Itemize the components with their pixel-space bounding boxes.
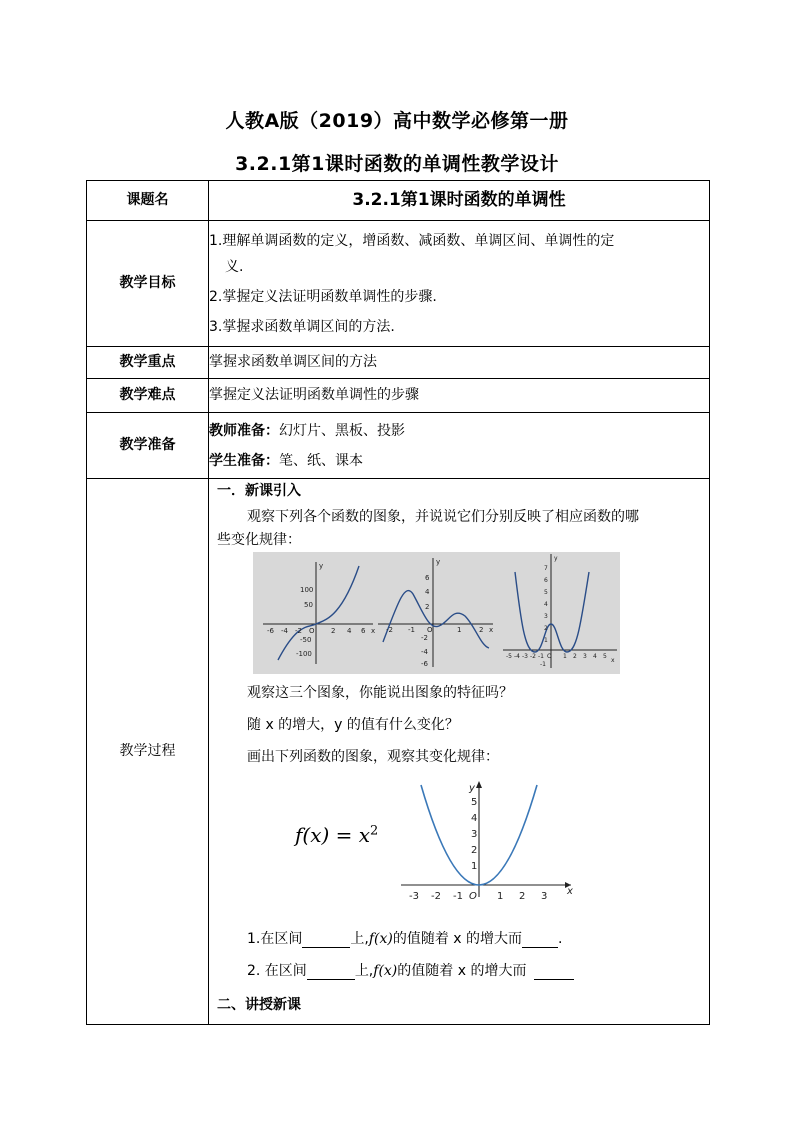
fill2-fx: f(x) bbox=[373, 963, 398, 979]
fill1-interval-blank[interactable] bbox=[302, 933, 350, 948]
parabola-graph bbox=[395, 779, 575, 901]
graph3-xtick: 2 bbox=[573, 653, 577, 660]
parabola-ytick: 1 bbox=[471, 861, 478, 872]
graph3-ytick: 4 bbox=[544, 601, 548, 608]
graph1-xtick: 2 bbox=[331, 627, 336, 635]
graph1-xtick: -6 bbox=[267, 627, 274, 635]
fill2-post: 的值随着 x 的增大而 bbox=[397, 963, 527, 979]
graph2-xtick: 1 bbox=[457, 626, 462, 634]
fill2-trend-blank[interactable] bbox=[534, 965, 574, 980]
graph3-ytick: -1 bbox=[540, 661, 546, 668]
section-intro-heading: 一．新课引入 bbox=[217, 483, 301, 499]
parabola-ytick: 3 bbox=[471, 829, 478, 840]
graph3-ytick: 6 bbox=[544, 577, 548, 584]
student-prep-value: 笔、纸、课本 bbox=[279, 452, 363, 469]
formula-text: f(x) = x bbox=[295, 823, 371, 847]
topic-label: 课题名 bbox=[87, 181, 209, 221]
fill-blank-1 bbox=[247, 931, 562, 948]
graph2-xtick: 2 bbox=[479, 626, 484, 634]
question-2: 随 x 的增大，y 的值有什么变化？ bbox=[247, 717, 459, 733]
graph2-ytick: -4 bbox=[421, 648, 428, 656]
graph3-xtick: -2 bbox=[530, 653, 536, 660]
graph3-x-axis-label: x bbox=[611, 657, 615, 664]
parabola-xtick: -3 bbox=[409, 891, 419, 901]
graph3-y-axis-label: y bbox=[554, 555, 558, 562]
topic-value: 3.2.1第1课时函数的单调性 bbox=[209, 181, 710, 221]
intro-para-line1: 观察下列各个函数的图象，并说说它们分别反映了相应函数的哪 bbox=[247, 509, 639, 525]
objectives-label: 教学目标 bbox=[87, 221, 209, 347]
fill1-prefix: 1.在区间 bbox=[247, 931, 303, 947]
graph1-xtick: -2 bbox=[295, 627, 302, 635]
preparation-cell bbox=[209, 413, 710, 479]
graph2-ytick: 4 bbox=[425, 588, 430, 596]
section-new-lesson-heading: 二、讲授新课 bbox=[217, 997, 301, 1013]
fill1-mid: 上, bbox=[350, 931, 369, 947]
parabola-x-axis-label: x bbox=[567, 886, 573, 897]
fill1-end: . bbox=[558, 931, 563, 947]
graph1-y-axis-label: y bbox=[319, 562, 324, 570]
process-label: 教学过程 bbox=[87, 479, 209, 1025]
graph1-ytick: -100 bbox=[296, 650, 312, 658]
graph1-ytick: -50 bbox=[300, 636, 312, 644]
formula-exponent: 2 bbox=[370, 823, 379, 839]
graph3-xtick: O bbox=[547, 653, 552, 660]
graph3-ytick: 1 bbox=[544, 637, 548, 644]
parabola-xtick: -2 bbox=[431, 891, 441, 901]
fill2-prefix: 2. 在区间 bbox=[247, 963, 307, 979]
graph2-ytick: 6 bbox=[425, 574, 430, 582]
fill-blank-2 bbox=[247, 963, 574, 980]
fill1-post: 的值随着 x 的增大而 bbox=[392, 931, 523, 947]
graph3-xtick: 4 bbox=[593, 653, 597, 660]
graph2-x-axis-label: x bbox=[489, 626, 494, 634]
graph3-ytick: 5 bbox=[544, 589, 548, 596]
fill1-fx: f(x) bbox=[368, 931, 393, 947]
parabola-xtick: 1 bbox=[497, 891, 504, 901]
fill2-mid: 上, bbox=[354, 963, 374, 979]
graph3-ytick: 7 bbox=[544, 565, 548, 572]
graph3-xtick: -5 bbox=[506, 653, 512, 660]
graph2-ytick: -2 bbox=[421, 634, 428, 642]
parabola-xtick: 3 bbox=[541, 891, 548, 901]
key-point-label: 教学重点 bbox=[87, 347, 209, 379]
objective-1-cont: 义. bbox=[225, 258, 244, 275]
graph1-xtick: -4 bbox=[281, 627, 288, 635]
graph2-xtick: O bbox=[427, 626, 433, 634]
graph3-xtick: 5 bbox=[603, 653, 607, 660]
graph3-ytick: 3 bbox=[544, 613, 548, 620]
question-3: 画出下列函数的图象，观察其变化规律： bbox=[247, 749, 499, 765]
difficulty-value: 掌握定义法证明函数单调性的步骤 bbox=[209, 379, 710, 413]
graph3-xtick: -3 bbox=[522, 653, 528, 660]
fill1-trend-blank[interactable] bbox=[522, 933, 558, 948]
function-graphs-figure bbox=[253, 552, 620, 674]
teacher-prep-label: 教师准备： bbox=[209, 422, 279, 439]
objective-3: 3.掌握求函数单调区间的方法. bbox=[209, 318, 395, 335]
objective-1: 1.理解单调函数的定义，增函数、减函数、单调区间、单调性的定 bbox=[209, 232, 615, 249]
graph1-xtick: 4 bbox=[347, 627, 352, 635]
key-point-value: 掌握求函数单调区间的方法 bbox=[209, 347, 710, 379]
preparation-label: 教学准备 bbox=[87, 413, 209, 479]
intro-para-line2: 些变化规律： bbox=[217, 532, 301, 548]
lesson-plan-table bbox=[86, 180, 710, 1025]
graph2-ytick: 2 bbox=[425, 603, 430, 611]
question-1: 观察这三个图象，你能说出图象的特征吗？ bbox=[247, 685, 513, 701]
parabola-xtick: -1 bbox=[453, 891, 463, 901]
graph2-xtick: -2 bbox=[386, 626, 393, 634]
graph1-ytick: 100 bbox=[300, 586, 314, 594]
difficulty-label: 教学难点 bbox=[87, 379, 209, 413]
graph2-y-axis-label: y bbox=[436, 558, 441, 566]
parabola-xtick: 2 bbox=[519, 891, 526, 901]
formula-fx-x-squared bbox=[295, 823, 378, 847]
graph1-x-axis-label: x bbox=[371, 627, 376, 635]
graph3-ytick: 2 bbox=[544, 625, 548, 632]
parabola-ytick: 4 bbox=[471, 813, 478, 824]
document-title: 人教A版（2019）高中数学必修第一册 bbox=[225, 110, 569, 132]
process-cell bbox=[209, 479, 710, 1025]
graph3-xtick: 1 bbox=[563, 653, 567, 660]
document-subtitle: 3.2.1第1课时函数的单调性教学设计 bbox=[235, 153, 559, 175]
student-prep-label: 学生准备： bbox=[209, 452, 279, 469]
parabola-ytick: 5 bbox=[471, 797, 478, 808]
fill2-interval-blank[interactable] bbox=[307, 965, 355, 980]
graph1-xtick: O bbox=[309, 627, 315, 635]
graph3-xtick: 3 bbox=[583, 653, 587, 660]
parabola-origin: O bbox=[469, 891, 477, 901]
graph1-ytick: 50 bbox=[304, 601, 313, 609]
parabola-ytick: 2 bbox=[471, 845, 478, 856]
objective-2: 2.掌握定义法证明函数单调性的步骤. bbox=[209, 288, 437, 305]
graph3-xtick: -1 bbox=[538, 653, 544, 660]
teacher-prep-value: 幻灯片、黑板、投影 bbox=[279, 422, 405, 439]
graph1-xtick: 6 bbox=[361, 627, 366, 635]
graph2-ytick: -6 bbox=[421, 660, 428, 668]
graph3-xtick: -4 bbox=[514, 653, 520, 660]
graph2-xtick: -1 bbox=[408, 626, 415, 634]
objectives-cell bbox=[209, 221, 710, 347]
parabola-y-axis-label: y bbox=[469, 783, 475, 794]
